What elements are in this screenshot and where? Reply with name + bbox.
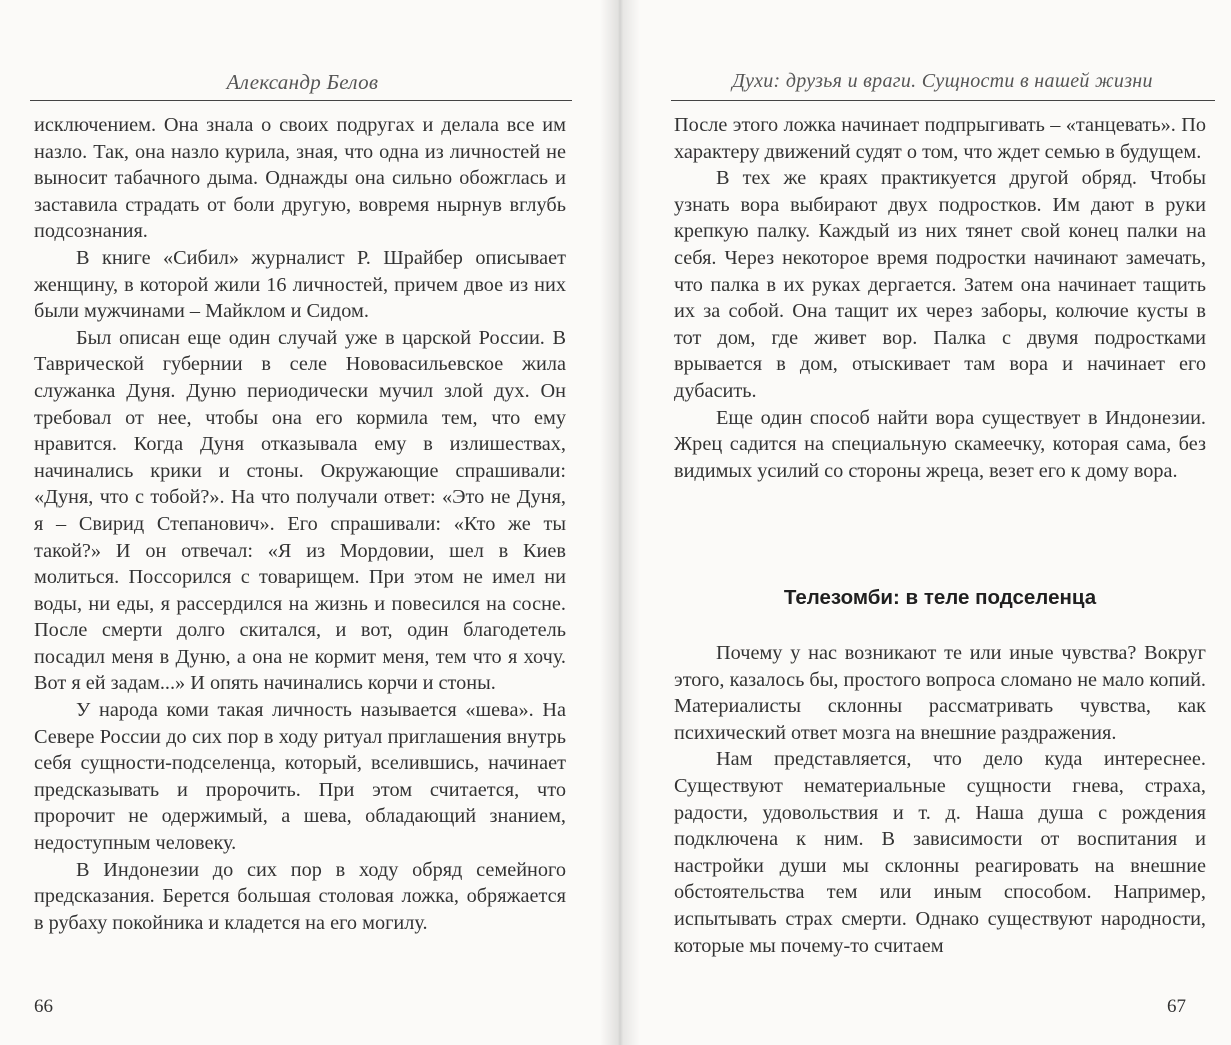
paragraph: исключением. Она знала о своих подругах и делала все им назло. Так, она назло курила, зная, что одна из личностей не выносит табачного дыма. Однажды она сильно обожглась и заставила страдать от боли другую, вовремя нырнув вглубь подсознания.	[34, 114, 566, 243]
right-page	[615, 0, 1231, 1045]
left-body-text	[34, 112, 566, 936]
header-rule-right	[671, 100, 1215, 101]
right-body-text-bottom	[674, 640, 1206, 959]
running-head-right: Духи: друзья и враги. Сущности в нашей жизни	[732, 70, 1153, 92]
paragraph: После этого ложка начинает подпрыгивать – «танцевать». По характеру движений судят о том, что ждет семью в будущем.	[674, 114, 1206, 163]
paragraph: Еще один способ найти вора существует в Индонезии. Жрец садится на специальную скамеечку, которая сама, без видимых усилий со стороны жреца, везет его к дому вора.	[674, 406, 1206, 482]
paragraph: Был описан еще один случай уже в царской России. В Таврической губернии в селе Нововасильевское жила служанка Дуня. Дуню периодически мучил злой дух. Он требовал от нее, чтобы она его кормила тем, что ему нравится. Когда Дуня отказывала ему в излишествах, начинались крики и стоны. Окружающие спрашивали: «Дуня, что с тобой?». На что получали ответ: «Это не Дуня, я – Свирид Степанович». Его спрашивали: «Кто же ты такой?» И он отвечал: «Я из Мордовии, шел в Киев молиться. Поссорился с товарищем. При этом не имел ни воды, ни еды, я рассердился на жизнь и повесился на сосне. После смерти долго скитался, и вот, один благодетель посадил меня в Дуню, а она не кормит меня, тем что я хочу. Вот я ей задам...» И опять начинались корчи и стоны.	[34, 326, 566, 695]
running-head-left: Александр Белов	[226, 70, 379, 94]
page-number-left: 66	[34, 996, 53, 1017]
section-heading: Телезомби: в теле подселенца	[783, 586, 1097, 609]
left-page	[0, 0, 615, 1045]
paragraph: В тех же краях практикуется другой обряд. Чтобы узнать вора выбирают двух подростков. Им дают в руки крепкую палку. Каждый из них тянет свой конец палки на себя. Через некоторое время подростки начинают замечать, что палка в их руках дергается. Затем она начинает тащить их за собой. Она тащит их через заборы, колючие кусты в тот дом, где живет вор. Палка с двумя подростками врывается в дом, отыскивает там вора и начинает его дубасить.	[674, 167, 1206, 402]
paragraph: У народа коми такая личность называется «шева». На Севере России до сих пор в ходу ритуал приглашения внутрь себя сущности-подселенца, который, вселившись, начинает предсказывать и пророчить. При этом считается, что пророчит не одержимый, а шева, обладающий знанием, недоступным человеку.	[34, 699, 566, 855]
paragraph: Нам представляется, что дело куда интереснее. Существуют нематериальные сущности гнева, страха, радости, удовольствия и т. д. Наша душа с рождения подключена к ним. В зависимости от воспитания и настройки души мы склонны реагировать на внешние обстоятельства тем или иным способом. Например, испытывать страх смерти. Однако существуют народности, которые мы почему-то считаем	[674, 748, 1206, 957]
paragraph: В книге «Сибил» журналист Р. Шрайбер описывает женщину, в которой жили 16 личностей, причем двое из них были мужчинами – Майклом и Сидом.	[34, 246, 566, 323]
paragraph: В Индонезии до сих пор в ходу обряд семейного предсказания. Берется большая столовая ложка, обряжается в рубаху покойника и кладется на его могилу.	[34, 858, 566, 934]
header-rule-left	[30, 100, 572, 101]
paragraph: Почему у нас возникают те или иные чувства? Вокруг этого, казалось бы, простого вопроса сломано не мало копий. Материалисты склонны рассматривать чувства, как психический ответ мозга на внешние раздражения.	[674, 642, 1206, 744]
right-body-text-top	[674, 112, 1206, 484]
page-number-right: 67	[1167, 996, 1186, 1017]
